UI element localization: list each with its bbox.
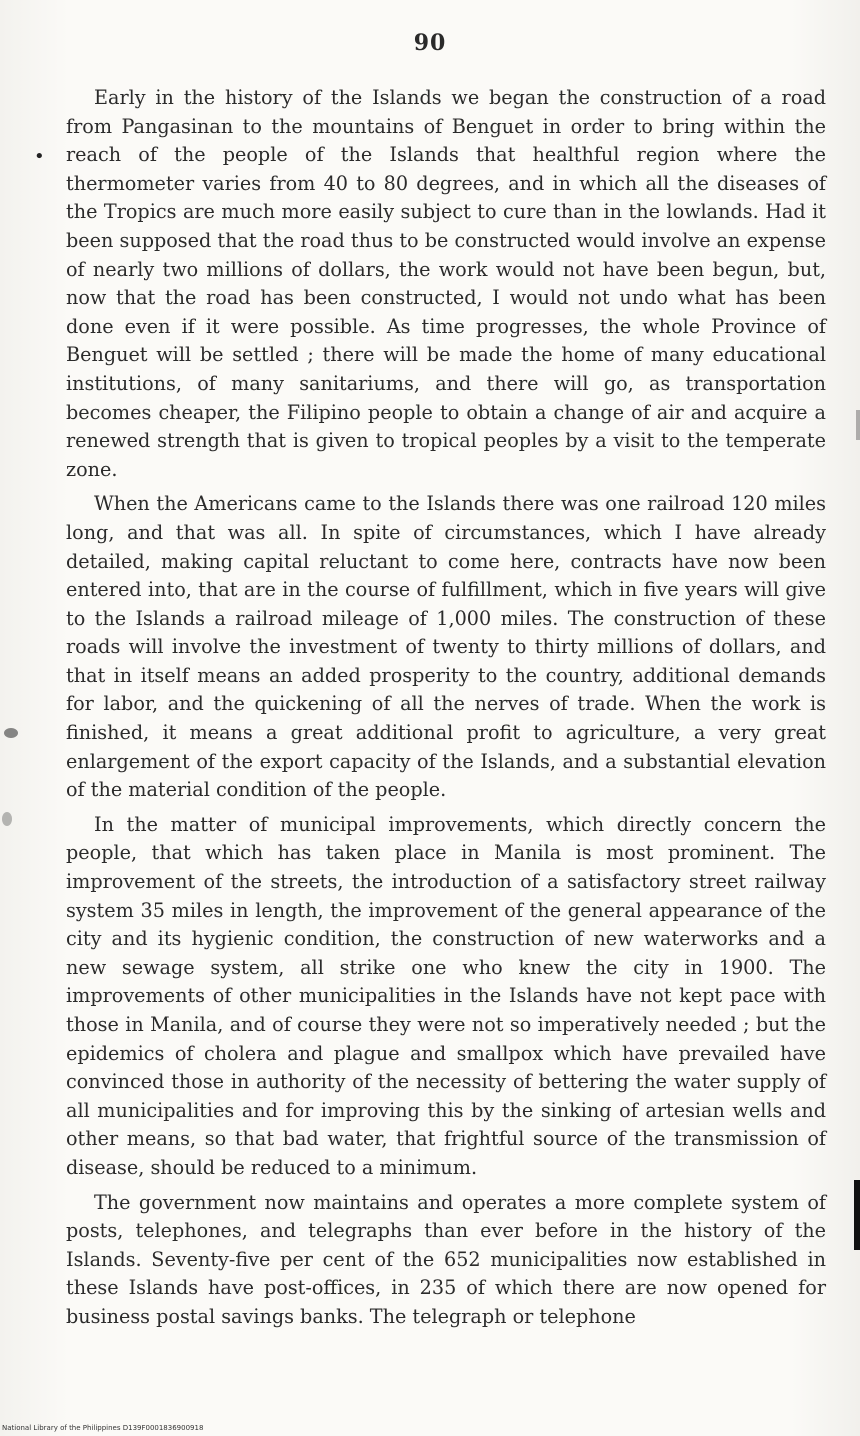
paragraph-railroads: When the Americans came to the Islands there was one railroad 120 miles long, and that was all. In spite of circumstances, which I have already detailed, making capital reluctant to come here, contracts have now been entered into, that are in the course of fulfillment, which in five years will give to the Islands a railroad mileage of 1,000 miles. The construction of these roads will involve the investment of twenty to thirty millions of dollars, and that in itself means an added prosperity to the country, additional demands for labor, and the quickening of all the nerves of trade. When the work is finished, it means a great additional profit to agriculture, a very great enlargement of the export capacity of the Islands, and a substantial elevation of the material condition of the people. — [66, 492, 826, 802]
scan-edge-mark — [856, 410, 860, 440]
body-text — [66, 84, 826, 1338]
paragraph-benguet-road: Early in the history of the Islands we began the construction of a road from Pangasinan to the mountains of Benguet in order to bring within the reach of the people of the Islands that healthful region where the thermometer varies from 40 to 80 degrees, and in which all the diseases of the Tropics are much more easily subject to cure than in the lowlands. Had it been supposed that the road thus to be constructed would involve an expense of nearly two millions of dollars, the work would not have been begun, but, now that the road has been constructed, I would not undo what has been done even if it were possible. As time progresses, the whole Province of Benguet will be settled ; there will be made the home of many educational institutions, of many sanitariums, and there will go, as transportation becomes cheaper, the Filipino people to obtain a change of air and acquire a renewed strength that is given to tropical peoples by a visit to the temperate zone. — [66, 86, 826, 481]
paragraph-municipal-improvements: In the matter of municipal improvements, which directly concern the people, that which has taken place in Manila is most prominent. The improvement of the streets, the introduction of a satisfactory street railway system 35 miles in length, the improvement of the general appearance of the city and its hygienic condition, the construction of new waterworks and a new sewage system, all strike one who knew the city in 1900. The improvements of other municipalities in the Islands have not kept pace with those in Manila, and of course they were not so imperatively needed ; but the epidemics of cholera and plague and smallpox which have prevailed have convinced those in authority of the necessity of bettering the water supply of all municipalities and for improving this by the sinking of artesian wells and other means, so that bad water, that frightful source of the transmission of disease, should be reduced to a minimum. — [66, 812, 826, 1179]
page-number: 90 — [413, 30, 447, 56]
scan-speck — [4, 728, 18, 738]
scan-edge-mark — [854, 1180, 860, 1250]
footer-library-id: National Library of the Philippines D139F0001836900918 — [2, 1424, 204, 1432]
paragraph-posts-telegraphs: The government now maintains and operates a more complete system of posts, telephones, and telegraphs than ever before in the history of the Islands. Seventy-five per cent of the 652 municipalities now established in these Islands have post-offices, in 235 of which there are now opened for business postal savings banks. The telegraph or telephone — [66, 1190, 826, 1328]
margin-bullet: • — [34, 146, 45, 167]
scan-speck — [2, 812, 12, 826]
